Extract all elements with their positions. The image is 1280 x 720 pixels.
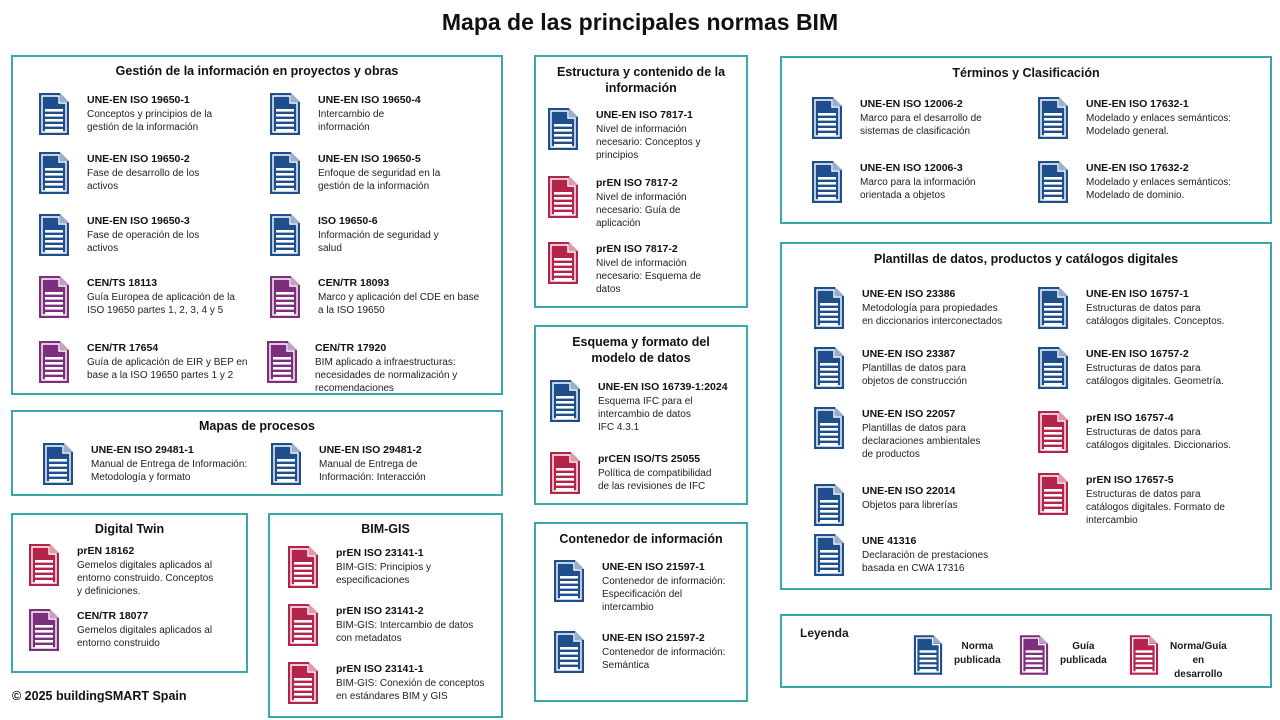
norm-description: Modelado y enlaces semánticos: Modelado general. <box>1086 113 1232 137</box>
document-icon <box>546 107 580 151</box>
norm-description: Fase de operación de los activos <box>87 230 200 254</box>
document-icon <box>810 96 844 140</box>
norm-code: UNE-EN ISO 29481-2 <box>319 444 422 456</box>
document-icon <box>268 151 302 195</box>
norm-item <box>812 346 1034 394</box>
norm-description: Marco para la información orientada a objetos <box>860 177 976 201</box>
section-title: Esquema y formato del modelo de datos <box>572 335 710 365</box>
document-icon <box>37 275 71 319</box>
norm-code: UNE 41316 <box>862 535 917 547</box>
norm-description: Enfoque de seguridad en la gestión de la información <box>318 168 441 192</box>
document-icon <box>27 608 61 652</box>
norm-item <box>546 175 746 227</box>
norm-code: CEN/TR 17920 <box>315 342 387 354</box>
norm-item <box>812 406 1034 458</box>
norm-code: UNE-EN ISO 17632-1 <box>1086 98 1189 110</box>
norm-description: Estructuras de datos para catálogos digitales. Conceptos. <box>1086 303 1225 327</box>
document-icon <box>268 275 302 319</box>
legend-label: Norma publicada <box>954 641 1001 666</box>
norm-description: Nivel de información necesario: Guía de aplicación <box>596 192 687 229</box>
norm-code: UNE-EN ISO 23386 <box>862 288 956 300</box>
document-icon <box>1036 472 1070 516</box>
norm-description: Estructuras de datos para catálogos digitales. Diccionarios. <box>1086 427 1232 451</box>
norm-code: CEN/TR 17654 <box>87 342 159 354</box>
document-icon <box>552 630 586 674</box>
document-icon <box>546 175 580 219</box>
document-icon <box>286 545 320 589</box>
norm-code: prCEN ISO/TS 25055 <box>598 453 701 465</box>
section-mapas <box>11 410 503 496</box>
norm-description: Marco y aplicación del CDE en base a la ISO 19650 <box>318 292 480 316</box>
norm-description: Guía Europea de aplicación de la ISO 19650 partes 1, 2, 3, 4 y 5 <box>87 292 235 316</box>
norm-code: prEN 18162 <box>77 545 135 557</box>
section-title: BIM-GIS <box>361 522 410 536</box>
document-icon <box>1036 96 1070 140</box>
document-icon <box>268 213 302 257</box>
norm-description: Manual de Entrega de Información: Metodología y formato <box>91 459 248 483</box>
norm-item <box>812 483 1034 531</box>
norm-item <box>810 96 1030 144</box>
document-icon <box>41 442 75 486</box>
document-icon <box>812 286 846 330</box>
norm-item <box>27 608 242 656</box>
norm-item <box>268 151 493 199</box>
legend-title: Leyenda <box>800 626 849 640</box>
section-title: Contenedor de información <box>559 532 723 546</box>
norm-description: Manual de Entrega de Información: Interacción <box>319 459 426 483</box>
norm-item <box>37 275 257 323</box>
norm-code: prEN ISO 23141-1 <box>336 547 424 559</box>
norm-description: Intercambio de información <box>318 109 385 133</box>
document-icon <box>268 92 302 136</box>
norm-code: UNE-EN ISO 19650-4 <box>318 94 421 106</box>
norm-code: UNE-EN ISO 16757-1 <box>1086 288 1189 300</box>
norm-item <box>1036 472 1268 524</box>
document-icon <box>812 483 846 527</box>
norm-item <box>37 213 257 261</box>
norm-code: UNE-EN ISO 19650-2 <box>87 153 190 165</box>
norm-description: Plantillas de datos para declaraciones ambientales de productos <box>862 423 981 460</box>
norm-description: BIM-GIS: Intercambio de datos con metadatos <box>336 620 474 644</box>
norm-description: Esquema IFC para el intercambio de datos IFC 4.3.1 <box>598 396 693 433</box>
norm-description: Contenedor de información: Especificación del intercambio <box>602 576 726 613</box>
norm-code: prEN ISO 7817-2 <box>596 243 678 255</box>
section-bim-gis <box>268 513 503 718</box>
norm-item <box>37 151 257 199</box>
norm-description: Gemelos digitales aplicados al entorno construido <box>77 625 213 649</box>
section-title: Mapas de procesos <box>198 419 315 433</box>
norm-description: Metodología para propiedades en diccionarios interconectados <box>862 303 1003 327</box>
norm-description: Estructuras de datos para catálogos digitales. Geometría. <box>1086 363 1224 387</box>
norm-code: prEN ISO 16757-4 <box>1086 412 1174 424</box>
norm-item <box>268 275 493 323</box>
norm-description: Marco para el desarrollo de sistemas de clasificación <box>860 113 982 137</box>
norm-description: Conceptos y principios de la gestión de la información <box>87 109 213 133</box>
norm-code: UNE-EN ISO 23387 <box>862 348 956 360</box>
norm-item <box>265 340 493 392</box>
norm-description: Información de seguridad y salud <box>318 230 439 254</box>
norm-code: UNE-EN ISO 17632-2 <box>1086 162 1189 174</box>
document-icon <box>546 241 580 285</box>
page-title: Mapa de las principales normas BIM <box>441 9 839 35</box>
norm-item <box>41 442 271 490</box>
section-title: Digital Twin <box>94 522 165 536</box>
norm-description: Plantillas de datos para objetos de construcción <box>862 363 968 387</box>
section-title: Estructura y contenido de la información <box>556 65 726 95</box>
norm-description: Contenedor de información: Semántica <box>602 647 726 671</box>
norm-item <box>269 442 494 490</box>
norm-description: BIM-GIS: Conexión de conceptos en estándares BIM y GIS <box>336 678 485 702</box>
norm-item <box>27 543 242 595</box>
norm-description: Nivel de información necesario: Conceptos y principios <box>596 124 701 161</box>
norm-item <box>37 92 257 140</box>
document-icon <box>265 340 299 384</box>
norm-item <box>546 107 746 159</box>
norm-item <box>286 545 500 593</box>
document-icon <box>812 406 846 450</box>
norm-description: Objetos para librerías <box>862 500 958 511</box>
document-icon <box>286 603 320 647</box>
section-gestion <box>11 55 503 395</box>
norm-code: UNE-EN ISO 21597-2 <box>602 632 705 644</box>
norm-description: Política de compatibilidad de las revisiones de IFC <box>598 468 712 492</box>
norm-item <box>552 630 746 678</box>
norm-code: UNE-EN ISO 16757-2 <box>1086 348 1189 360</box>
norm-item <box>810 160 1030 208</box>
norm-item <box>1036 346 1268 394</box>
norm-item <box>1036 286 1268 334</box>
section-title: Términos y Clasificación <box>952 66 1100 80</box>
norm-item <box>37 340 257 388</box>
norm-description: Fase de desarrollo de los activos <box>87 168 200 192</box>
norm-item <box>268 213 493 261</box>
section-terminos <box>780 56 1272 224</box>
document-icon <box>37 92 71 136</box>
norm-code: prEN ISO 23141-1 <box>336 663 424 675</box>
section-plantillas <box>780 242 1272 590</box>
norm-description: Gemelos digitales aplicados al entorno construido. Conceptos y definiciones. <box>77 560 214 597</box>
norm-code: prEN ISO 7817-2 <box>596 177 678 189</box>
section-digital-twin <box>11 513 248 673</box>
norm-item <box>552 559 746 611</box>
norm-code: UNE-EN ISO 12006-3 <box>860 162 963 174</box>
norm-code: UNE-EN ISO 19650-1 <box>87 94 190 106</box>
document-icon <box>812 533 846 577</box>
section-contenedor <box>534 522 748 702</box>
norm-item <box>1036 96 1266 144</box>
norm-code: UNE-EN ISO 19650-3 <box>87 215 190 227</box>
norm-code: CEN/TR 18093 <box>318 277 390 289</box>
norm-code: prEN ISO 23141-2 <box>336 605 424 617</box>
section-esquema <box>534 325 748 505</box>
document-icon <box>1036 160 1070 204</box>
legend-label: Norma/Guía en desarrollo <box>1170 641 1227 680</box>
norm-item <box>1036 410 1268 458</box>
norm-code: UNE-EN ISO 22057 <box>862 408 956 420</box>
norm-description: BIM-GIS: Principios y especificaciones <box>336 562 432 586</box>
norm-description: Estructuras de datos para catálogos digitales. Formato de intercambio <box>1086 489 1225 526</box>
norm-description: BIM aplicado a infraestructuras: necesidades de normalización y recomendaciones <box>315 357 458 394</box>
document-icon <box>269 442 303 486</box>
legend-label: Guía publicada <box>1060 641 1107 666</box>
norm-item <box>546 241 746 293</box>
norm-item <box>548 451 746 499</box>
norm-item <box>286 603 500 651</box>
document-icon <box>37 340 71 384</box>
norm-description: Modelado y enlaces semánticos: Modelado de dominio. <box>1086 177 1232 201</box>
document-icon <box>1036 410 1070 454</box>
document-icon <box>37 151 71 195</box>
norm-code: UNE-EN ISO 16739-1:2024 <box>598 381 728 393</box>
document-icon <box>548 379 582 423</box>
norm-code: UNE-EN ISO 12006-2 <box>860 98 963 110</box>
norm-item <box>268 92 493 140</box>
copyright: © 2025 buildingSMART Spain <box>12 689 187 703</box>
norm-code: UNE-EN ISO 29481-1 <box>91 444 194 456</box>
norm-item <box>286 661 500 709</box>
document-icon <box>1018 634 1050 676</box>
document-icon <box>27 543 61 587</box>
norm-item <box>812 286 1034 334</box>
document-icon <box>1036 286 1070 330</box>
section-title: Gestión de la información en proyectos y obras <box>115 64 399 78</box>
norm-code: UNE-EN ISO 7817-1 <box>596 109 693 121</box>
norm-item <box>548 379 746 431</box>
section-estructura <box>534 55 748 308</box>
legend <box>780 614 1272 688</box>
document-icon <box>286 661 320 705</box>
norm-code: UNE-EN ISO 22014 <box>862 485 956 497</box>
norm-code: UNE-EN ISO 21597-1 <box>602 561 705 573</box>
norm-code: CEN/TR 18077 <box>77 610 149 622</box>
norm-description: Guía de aplicación de EIR y BEP en base a la ISO 19650 partes 1 y 2 <box>87 357 248 381</box>
norm-code: CEN/TS 18113 <box>87 277 158 289</box>
norm-item <box>812 533 1034 581</box>
document-icon <box>810 160 844 204</box>
document-icon <box>1128 634 1160 676</box>
document-icon <box>548 451 582 495</box>
norm-description: Declaración de prestaciones basada en CWA 17316 <box>862 550 989 574</box>
norm-code: ISO 19650-6 <box>318 215 378 227</box>
section-title: Plantillas de datos, productos y catálogos digitales <box>873 252 1179 266</box>
norm-code: prEN ISO 17657-5 <box>1086 474 1174 486</box>
document-icon <box>1036 346 1070 390</box>
document-icon <box>812 346 846 390</box>
document-icon <box>552 559 586 603</box>
norm-item <box>1036 160 1266 208</box>
document-icon <box>912 634 944 676</box>
norm-code: UNE-EN ISO 19650-5 <box>318 153 421 165</box>
document-icon <box>37 213 71 257</box>
norm-description: Nivel de información necesario: Esquema de datos <box>596 258 702 295</box>
